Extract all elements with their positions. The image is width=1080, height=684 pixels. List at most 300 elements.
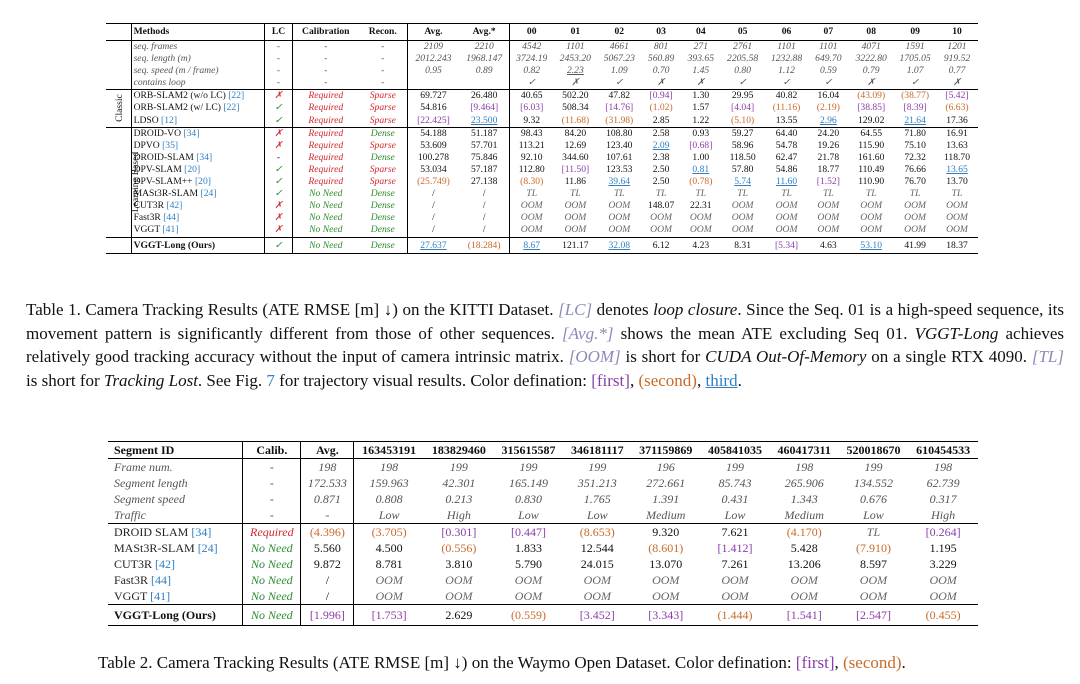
result-cell: OOM (650, 224, 673, 236)
result-cell: OOM (731, 212, 754, 224)
meta-value: ✗ (952, 77, 962, 89)
result-cell: OOM (860, 224, 883, 236)
result-cell: TL (526, 188, 538, 200)
calibration-value: Required (308, 102, 344, 114)
meta-value (459, 77, 509, 90)
meta-value: 1101 (819, 41, 838, 52)
table2-caption: Table 2. Camera Tracking Results (ATE RMSE [m] ↓) on the Waymo Open Dataset. Color defination: [first], (second). (98, 653, 906, 672)
meta-value: 199 (725, 460, 744, 474)
result-cell: [4.04] (731, 102, 755, 114)
result-cell: (0.559) (510, 608, 546, 622)
result-cell: 0.81 (692, 163, 710, 175)
result-cell: (11.68) (561, 114, 590, 126)
result-cell: (25.749) (417, 176, 450, 188)
result-cell: OOM (520, 200, 543, 212)
method-name (131, 127, 265, 140)
result-cell: TL (737, 188, 748, 200)
result-cell: 13.070 (649, 557, 683, 571)
result-cell: OOM (929, 573, 957, 587)
result-cell: 113.21 (518, 139, 545, 151)
result-cell: / (459, 212, 509, 224)
result-cell: OOM (946, 212, 968, 224)
table-row (108, 524, 978, 541)
method-label: DPV-SLAM (133, 163, 182, 175)
result-cell: TL (655, 188, 667, 200)
result-cell: 13.55 (775, 114, 798, 126)
result-cell: TL (909, 188, 921, 200)
result-cell: 129.02 (858, 114, 885, 126)
table-row (108, 588, 978, 605)
meta-value: 1.391 (652, 492, 680, 506)
citation-link[interactable]: [41] (150, 589, 171, 603)
column-header: 10 (952, 26, 962, 37)
result-cell: 123.40 (606, 139, 633, 151)
column-header: 405841035 (707, 443, 762, 457)
table-row (106, 140, 978, 152)
meta-row (106, 41, 978, 54)
method-label: DROID-SLAM (133, 151, 194, 163)
citation-link[interactable]: [22] (223, 102, 240, 114)
legend-second: (second) (843, 653, 902, 672)
method-name (131, 176, 265, 188)
result-cell: 76.66 (904, 163, 926, 175)
meta-value: 2109 (423, 41, 444, 52)
meta-value: 1.343 (790, 492, 818, 506)
method-label: LDSO (133, 114, 159, 126)
group-header-cell (106, 24, 131, 41)
meta-value: 85.743 (718, 476, 752, 490)
group-cell (106, 53, 131, 65)
result-cell: 502.20 (562, 90, 589, 102)
calibration-value: No Need (243, 572, 301, 588)
citation-link[interactable]: [24] (200, 188, 217, 200)
meta-value: 4071 (861, 41, 881, 52)
result-cell: TL (823, 188, 834, 200)
result-cell: / (459, 200, 509, 212)
result-cell: 13.65 (946, 163, 968, 175)
result-cell: / (432, 224, 435, 236)
result-cell: (8.601) (648, 541, 684, 555)
result-cell: 5.428 (790, 541, 818, 555)
meta-value: 1591 (905, 41, 925, 52)
result-cell: 17.36 (946, 114, 968, 126)
legend-first: [first] (795, 653, 835, 672)
table-row (106, 212, 978, 224)
result-cell: [3.343] (648, 608, 684, 622)
method-label: MASt3R-SLAM (114, 541, 195, 555)
meta-value: ✗ (571, 77, 580, 89)
result-cell: 110.90 (858, 176, 885, 188)
citation-link[interactable]: [20] (184, 163, 201, 175)
meta-value: 919.52 (943, 53, 971, 65)
loop-closure-mark: ✗ (265, 140, 292, 152)
meta-value: 1201 (947, 41, 967, 52)
result-cell: 9.32 (523, 114, 541, 126)
calibration-value: No Need (309, 200, 343, 212)
meta-value: 4542 (522, 41, 542, 52)
meta-value: 159.963 (369, 476, 409, 490)
result-cell: 57.80 (731, 163, 754, 175)
figure-7-link[interactable]: 7 (266, 370, 275, 390)
meta-value: - (265, 77, 292, 90)
citation-link[interactable]: [12] (161, 114, 178, 126)
result-cell: 123.53 (606, 163, 633, 175)
result-cell: 107.61 (606, 151, 633, 163)
meta-value: ✗ (696, 77, 705, 89)
result-cell: [14.76] (605, 102, 634, 114)
result-cell: OOM (731, 200, 754, 212)
citation-link[interactable]: [41] (162, 224, 179, 236)
method-name (131, 200, 265, 212)
method-label: DROID SLAM (114, 525, 189, 539)
meta-value: 2210 (459, 41, 509, 54)
method-name (131, 164, 265, 176)
result-cell: OOM (860, 212, 883, 224)
table-row (106, 90, 978, 103)
result-cell: 72.32 (904, 151, 926, 163)
group-cell (106, 77, 131, 90)
method-name (108, 540, 243, 556)
result-cell: 9.872 (301, 556, 354, 572)
result-cell: OOM (860, 200, 883, 212)
meta-value: 393.65 (687, 53, 714, 65)
result-cell: OOM (514, 573, 543, 587)
result-cell: 161.60 (858, 151, 885, 163)
meta-value: 560.89 (647, 53, 675, 65)
meta-value: Medium (784, 508, 824, 522)
column-header: 02 (614, 26, 625, 37)
meta-value: - (243, 475, 301, 491)
meta-value: 351.213 (577, 476, 617, 490)
table-row (106, 127, 978, 140)
legend-third: third (705, 370, 738, 390)
result-cell: 57.701 (459, 140, 509, 152)
result-cell: 69.727 (420, 90, 447, 102)
meta-value: 198 (934, 460, 953, 474)
result-cell: OOM (775, 224, 798, 236)
citation-link[interactable]: [20] (194, 176, 211, 188)
recon-value: Dense (359, 127, 407, 140)
method-label: CUT3R (114, 557, 153, 571)
result-cell: (6.63) (945, 102, 969, 114)
result-cell: 71.80 (904, 127, 926, 139)
method-name (131, 140, 265, 152)
citation-link[interactable]: [44] (151, 573, 172, 587)
meta-value: 1.07 (906, 65, 924, 77)
calibration-value: No Need (243, 588, 301, 605)
meta-value: ✗ (657, 77, 666, 89)
method-label: DPVO (133, 139, 160, 151)
column-header: 04 (696, 26, 706, 37)
method-name (131, 212, 265, 224)
result-cell: 110.49 (858, 163, 885, 175)
loop-closure-mark: ✓ (265, 188, 292, 200)
kitti-results-table (106, 23, 978, 254)
result-cell: OOM (520, 224, 543, 236)
result-cell: 21.64 (904, 114, 926, 126)
legend-first: [first] (591, 370, 630, 390)
result-cell: TL (613, 188, 625, 200)
meta-value: 1101 (566, 41, 585, 52)
meta-value: 199 (588, 460, 607, 474)
column-header: 08 (866, 26, 876, 37)
result-cell: 2.629 (445, 608, 473, 622)
column-header: 07 (823, 26, 834, 37)
meta-value: 2.23 (566, 65, 584, 77)
method-name (108, 556, 243, 572)
method-name (131, 115, 265, 128)
meta-row (108, 475, 978, 491)
method-label: VGGT (133, 224, 161, 236)
method-label: DPV-SLAM++ (133, 176, 193, 188)
result-cell: 2.96 (819, 114, 837, 126)
method-label: Fast3R (114, 573, 149, 587)
result-cell: / (459, 188, 509, 200)
result-cell: TL (951, 188, 963, 200)
result-cell: [3.452] (579, 608, 615, 622)
method-label: CUT3R (133, 200, 164, 212)
result-cell: 8.67 (523, 239, 541, 251)
column-header: Methods (131, 24, 265, 41)
result-cell: [6.03] (520, 102, 544, 114)
result-cell: OOM (564, 200, 587, 212)
method-label: ORB-SLAM2 (w/o LC) (133, 90, 226, 102)
group-label (106, 237, 131, 253)
result-cell: 121.17 (562, 239, 589, 251)
waymo-results-table (108, 441, 978, 626)
result-cell: [5.34] (774, 239, 799, 251)
meta-value: 0.82 (523, 65, 541, 77)
citation-link[interactable]: [34] (191, 525, 212, 539)
result-cell: (0.455) (925, 608, 961, 622)
result-cell: 2.50 (652, 163, 670, 175)
result-cell: 12.69 (564, 139, 587, 151)
meta-value: - (359, 77, 407, 90)
column-header: 371159869 (639, 443, 693, 457)
result-cell: / (432, 200, 435, 212)
result-cell: 148.07 (647, 200, 675, 212)
meta-value: - (324, 65, 328, 77)
meta-value: - (265, 53, 292, 65)
result-cell: (8.653) (579, 525, 615, 539)
loop-closure-mark: ✗ (265, 212, 292, 224)
column-header: Recon. (359, 24, 407, 41)
result-cell: 115.90 (858, 139, 885, 151)
result-cell: OOM (608, 200, 631, 212)
table-row (108, 540, 978, 556)
calibration-value: No Need (243, 540, 301, 556)
meta-value: 199 (519, 460, 538, 474)
meta-label: seq. frames (131, 41, 265, 54)
meta-value: ✓ (911, 77, 920, 89)
column-header: 03 (656, 26, 666, 37)
meta-value: 172.533 (301, 475, 354, 491)
result-cell: [9.464] (459, 102, 509, 114)
legend-second: (second) (638, 370, 697, 390)
result-cell: [8.39] (903, 102, 927, 114)
recon-value: Dense (359, 237, 407, 253)
result-cell: 5.560 (301, 540, 354, 556)
result-cell: 11.86 (564, 176, 586, 188)
result-cell: 32.08 (608, 239, 631, 251)
result-cell: 4.500 (375, 541, 403, 555)
result-cell: [38.85] (857, 102, 886, 114)
meta-value: 165.149 (508, 476, 548, 490)
citation-link[interactable]: [34] (196, 151, 213, 163)
result-cell: 16.91 (946, 127, 968, 139)
result-cell: (8.30) (520, 176, 544, 188)
result-cell: 344.60 (562, 151, 589, 163)
citation-link[interactable]: [42] (155, 557, 176, 571)
meta-value: - (265, 41, 292, 54)
result-cell: / (301, 572, 354, 588)
column-header: 05 (737, 26, 748, 37)
calibration-value: Required (308, 151, 344, 163)
result-cell: OOM (929, 589, 957, 603)
loop-closure-mark: ✗ (265, 90, 292, 103)
meta-value: 0.213 (445, 492, 473, 506)
meta-value: ✗ (867, 77, 876, 89)
group-cell (106, 41, 131, 54)
result-cell: 47.82 (608, 90, 631, 102)
result-cell: OOM (520, 212, 543, 224)
result-cell: / (432, 212, 435, 224)
result-cell: 7.621 (721, 525, 749, 539)
meta-value: - (324, 53, 328, 65)
result-cell: OOM (689, 212, 712, 224)
method-name (108, 605, 243, 626)
meta-value: 198 (380, 460, 399, 474)
meta-value: 198 (301, 459, 354, 476)
meta-value: 134.552 (853, 476, 893, 490)
result-cell: OOM (859, 573, 888, 587)
result-cell: 53.10 (860, 239, 882, 251)
table-row (106, 237, 978, 253)
table-row (106, 176, 978, 188)
recon-value: Dense (359, 200, 407, 212)
column-header: Calibration (302, 26, 350, 37)
meta-value: 272.661 (646, 476, 686, 490)
result-cell: 8.31 (734, 239, 752, 251)
result-cell: OOM (583, 573, 611, 587)
result-cell: 1.833 (514, 541, 542, 555)
table-row (108, 572, 978, 588)
column-header: 06 (781, 26, 792, 37)
result-cell: 75.10 (904, 139, 926, 151)
meta-value: - (359, 41, 407, 54)
result-cell: 5.790 (514, 557, 542, 571)
result-cell: 53.609 (420, 139, 447, 151)
loop-closure-mark: ✗ (265, 224, 292, 237)
result-cell: / (459, 224, 509, 237)
meta-label: Segment speed (108, 491, 243, 507)
result-cell: 27.138 (459, 176, 509, 188)
result-cell: 18.37 (946, 239, 968, 251)
meta-value: 3724.19 (516, 53, 548, 65)
result-cell: OOM (445, 589, 473, 603)
meta-value: ✓ (738, 77, 747, 89)
meta-value: 1101 (777, 41, 796, 52)
meta-label: seq. speed (m / frame) (131, 65, 265, 77)
result-cell: OOM (564, 212, 587, 224)
recon-value: Dense (359, 152, 407, 164)
result-cell: (0.556) (441, 541, 477, 555)
citation-link[interactable]: [35] (162, 139, 179, 151)
result-cell: TL (570, 188, 581, 200)
result-cell: [0.447] (510, 525, 546, 539)
result-cell: 16.04 (817, 90, 840, 102)
meta-value: 1232.88 (770, 53, 803, 65)
result-cell: 40.82 (775, 90, 798, 102)
result-cell: 54.78 (775, 139, 798, 151)
meta-value: 198 (795, 460, 814, 474)
meta-label: seq. length (m) (131, 53, 265, 65)
citation-link[interactable]: [44] (163, 212, 180, 224)
result-cell: OOM (564, 224, 587, 236)
group-cell (106, 65, 131, 77)
result-cell: OOM (946, 200, 968, 212)
result-cell: OOM (859, 589, 888, 603)
method-name (131, 237, 265, 253)
meta-value: ✓ (824, 77, 833, 89)
meta-label: Segment length (108, 475, 243, 491)
result-cell: 59.27 (731, 127, 754, 139)
meta-value: 0.80 (734, 65, 752, 77)
meta-value: - (265, 65, 292, 77)
calibration-value: Required (308, 163, 344, 175)
result-cell: 39.64 (608, 176, 631, 188)
result-cell: 13.70 (946, 176, 968, 188)
meta-value: 801 (653, 41, 669, 52)
table-row (106, 200, 978, 212)
meta-value: 5067.23 (603, 53, 635, 65)
result-cell: OOM (904, 224, 927, 236)
result-cell: (1.444) (717, 608, 753, 622)
method-label: VGGT-Long (Ours) (114, 608, 216, 622)
meta-row (108, 459, 978, 476)
meta-value: - (243, 459, 301, 476)
meta-label: Traffic (108, 507, 243, 524)
citation-link[interactable]: [24] (197, 541, 218, 555)
group-label-text: Learning Based (130, 151, 142, 213)
result-cell: (38.77) (901, 90, 930, 102)
column-header: LC (265, 24, 292, 41)
result-cell: 2.38 (652, 151, 670, 163)
result-cell: [1.412] (717, 541, 753, 555)
table-row (106, 164, 978, 176)
result-cell: [0.94] (649, 90, 673, 102)
method-label: VGGT-Long (Ours) (133, 239, 216, 251)
table-row (108, 556, 978, 572)
result-cell: OOM (817, 200, 840, 212)
table1-caption: Table 1. Camera Tracking Results (ATE RMSE [m] ↓) on the KITTI Dataset. [LC] denotes loop closure. Since the Seq. 01 is a high-speed sequence, its movement pattern is significantly different from those of other sequences. [Avg.*] shows the mean ATE excluding Seq 01. VGGT-Long achieves relatively good tracking accuracy without the input of camera intrinsic matrix. [OOM] is short for CUDA Out-Of-Memory on a single RTX 4090. [TL] is short for Tracking Lost. See Fig. 7 for trajectory visual results. Color defination: [first], (second), third. (26, 300, 1064, 390)
calibration-value: No Need (309, 224, 343, 236)
result-cell: 29.95 (731, 90, 754, 102)
result-cell: 2.09 (652, 139, 670, 151)
result-cell: (1.02) (649, 102, 673, 114)
result-cell: 8.597 (859, 557, 887, 571)
citation-link[interactable]: [22] (228, 90, 245, 102)
citation-link[interactable]: [34] (183, 127, 200, 139)
recon-value: Dense (359, 188, 407, 200)
meta-value: 42.301 (442, 476, 476, 490)
result-cell: [0.68] (689, 139, 713, 151)
result-cell: OOM (608, 224, 631, 236)
meta-value: 1.765 (583, 492, 611, 506)
citation-link[interactable]: [42] (166, 200, 183, 212)
result-cell: 54.816 (420, 102, 447, 114)
result-cell: 12.544 (580, 541, 614, 555)
